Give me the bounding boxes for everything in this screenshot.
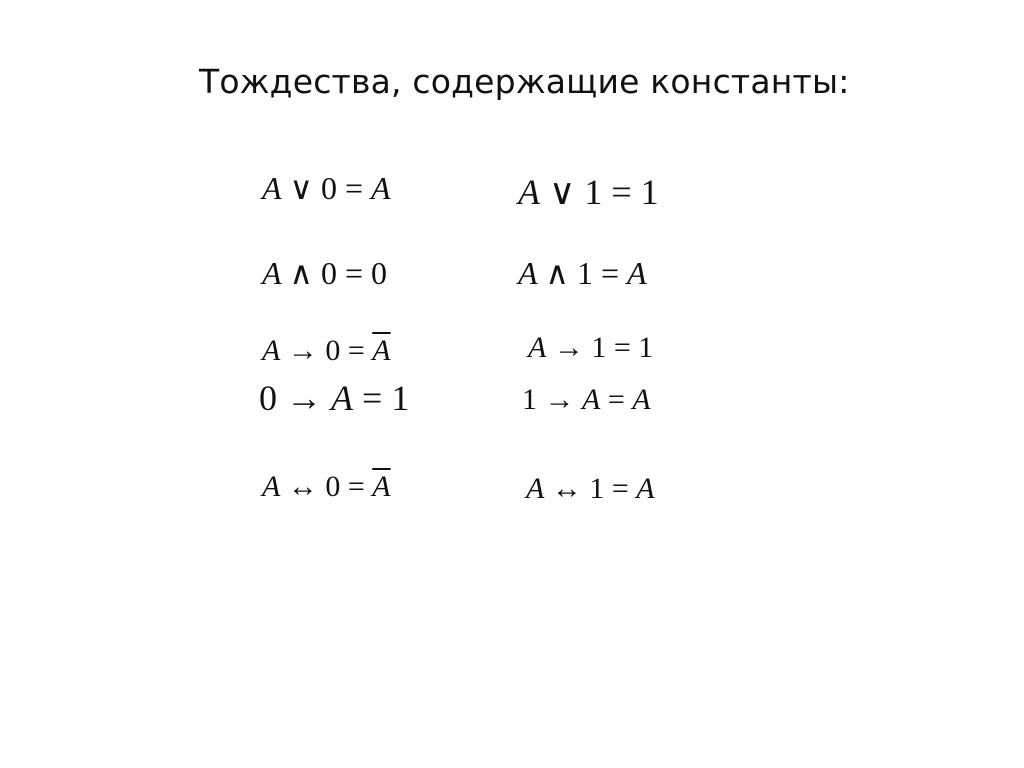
formula-rhs: A [371,170,391,206]
formula-implication-a-zero [262,336,391,366]
formula-constant: 0 [320,255,337,291]
equals-sign: = [611,172,632,212]
formula-or-one [518,174,659,210]
formula-rhs: A [632,383,651,416]
formula-rhs: 0 [371,255,388,291]
equals-sign: = [600,255,620,291]
equals-sign: = [347,470,365,503]
formula-constant: 0 [325,470,341,503]
equals-sign: = [613,331,631,364]
formula-lhs: A [262,170,282,206]
slide-title: Тождества, содержащие константы: [199,62,850,101]
equivalence-arrow: ↔ [551,472,582,505]
equivalence-arrow: ↔ [287,470,318,503]
implication-arrow: → [286,378,322,418]
implication-arrow: → [544,383,575,416]
formula-constant: A [331,378,353,418]
formula-constant: 1 [576,255,593,291]
formula-lhs: A [518,255,538,291]
or-operator: ∨ [549,172,576,212]
formula-lhs: A [518,172,540,212]
equals-sign: = [344,255,364,291]
negated-a: $\overline{A}$ [372,334,391,367]
formula-equivalence-one [526,474,655,504]
formula-constant: 1 [584,172,603,212]
and-operator: ∧ [289,255,313,291]
equals-sign: = [344,170,364,206]
formula-lhs: A [262,255,282,291]
or-operator: ∨ [289,170,313,206]
formula-and-zero [262,257,387,289]
negated-a: $\overline{A}$ [372,470,391,503]
formula-implication-zero-a [259,380,409,416]
equals-sign: = [607,383,625,416]
formula-constant: 1 [591,331,607,364]
formula-or-zero [262,172,391,204]
formula-rhs: 1 [640,172,659,212]
formula-lhs: A [262,470,281,503]
formula-and-one [518,257,647,289]
formula-rhs: 1 [638,331,654,364]
formula-rhs: A [627,255,647,291]
formula-equivalence-zero [262,472,391,502]
formula-constant: A [582,383,601,416]
equals-sign: = [347,334,365,367]
implication-arrow: → [553,331,584,364]
formula-rhs: A [636,472,655,505]
formula-constant: 0 [320,170,337,206]
formula-lhs: A [262,334,281,367]
formula-constant: 0 [325,334,341,367]
implication-arrow: → [287,334,318,367]
equals-sign: = [611,472,629,505]
formula-lhs: A [526,472,545,505]
equals-sign: = [362,378,383,418]
formula-rhs: 1 [391,378,410,418]
formula-implication-a-one [528,333,653,363]
formula-lhs: 0 [259,378,277,418]
formula-lhs: A [528,331,547,364]
and-operator: ∧ [545,255,569,291]
formula-implication-one-a [522,385,651,415]
formula-lhs: 1 [522,383,537,416]
formula-constant: 1 [589,472,605,505]
